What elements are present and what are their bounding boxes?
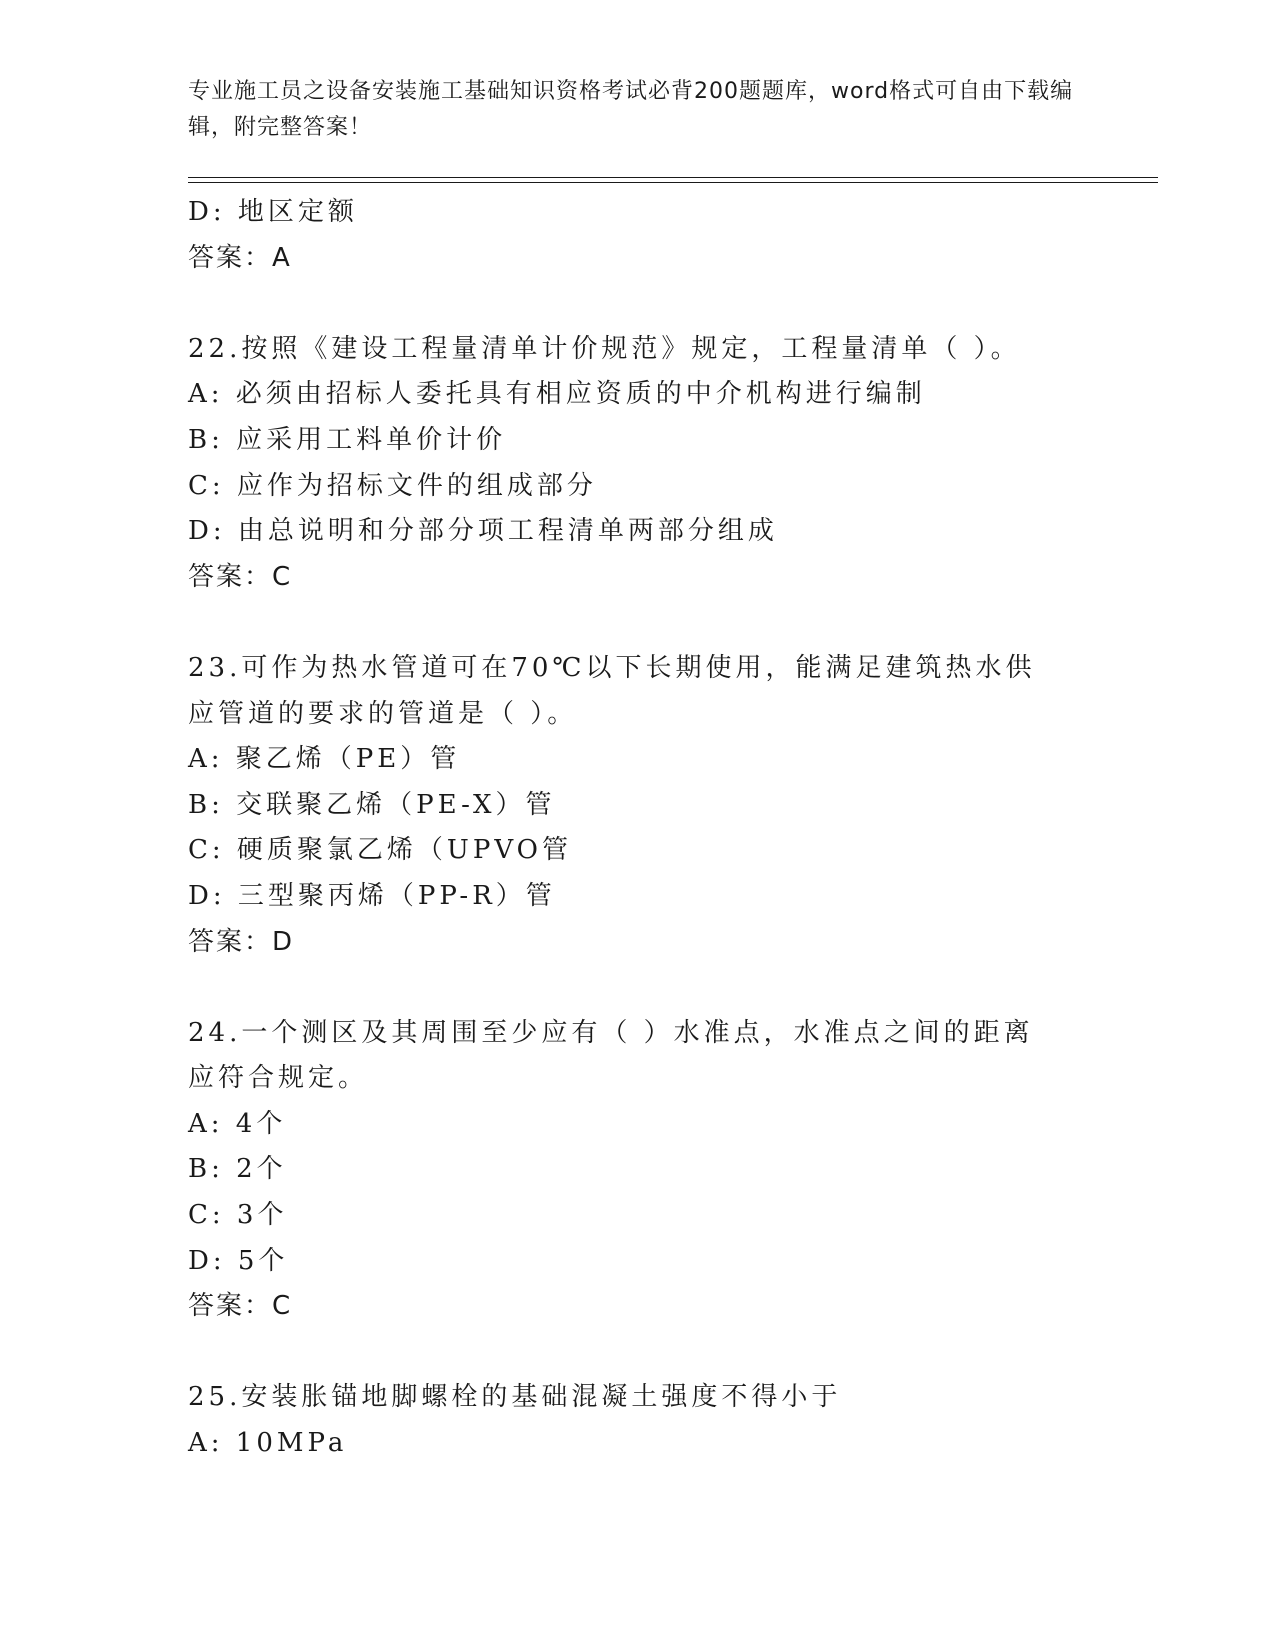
option-a: A: 聚乙烯（PE）管 xyxy=(188,744,461,775)
spacer xyxy=(188,1330,1088,1376)
header-divider-top xyxy=(188,177,1158,178)
option-b: B: 应采用工料单价计价 xyxy=(188,424,507,455)
spacer xyxy=(188,965,1088,1011)
spacer xyxy=(188,281,1088,327)
question-25 xyxy=(188,1375,1088,1466)
question-23 xyxy=(188,646,1088,965)
option-d: D: 地区定额 xyxy=(188,197,358,227)
question-24 xyxy=(188,1011,1088,1330)
answer-line: 答案：A xyxy=(188,242,292,273)
option-b: B: 交联聚乙烯（PE-X）管 xyxy=(188,789,556,820)
question-list xyxy=(188,190,1088,1467)
option-a: A: 必须由招标人委托具有相应资质的中介机构进行编制 xyxy=(188,379,926,410)
answer-line: 答案：D xyxy=(188,926,295,957)
answer-line: 答案：C xyxy=(188,1291,293,1322)
spacer xyxy=(188,600,1088,646)
option-d: D: 由总说明和分部分项工程清单两部分组成 xyxy=(188,516,778,547)
option-b: B: 2个 xyxy=(188,1154,287,1185)
question-stem: 22.按照《建设工程量清单计价规范》规定，工程量清单（ ）。 xyxy=(188,333,1021,364)
answer-line: 答案：C xyxy=(188,561,293,592)
option-a: A: 10MPa xyxy=(188,1428,348,1459)
question-stem: 25.安装胀锚地脚螺栓的基础混凝土强度不得小于 xyxy=(188,1382,842,1413)
question-22 xyxy=(188,327,1088,601)
document-header: 专业施工员之设备安装施工基础知识资格考试必背200题题库，word格式可自由下载编辑，附完整答案！ xyxy=(188,79,1074,140)
question-stem: 23.可作为热水管道可在70℃以下长期使用，能满足建筑热水供应管道的要求的管道是（ ）。 xyxy=(188,652,1036,729)
option-c: C: 硬质聚氯乙烯（UPVO管 xyxy=(188,835,572,866)
option-c: C: 应作为招标文件的组成部分 xyxy=(188,470,597,501)
option-d: D: 三型聚丙烯（PP-R）管 xyxy=(188,880,556,911)
option-d: D: 5个 xyxy=(188,1245,289,1276)
option-a: A: 4个 xyxy=(188,1108,287,1139)
option-c: C: 3个 xyxy=(188,1200,288,1231)
question-stem: 24.一个测区及其周围至少应有（ ）水准点，水准点之间的距离应符合规定。 xyxy=(188,1017,1034,1094)
header-divider-bottom xyxy=(188,182,1158,183)
